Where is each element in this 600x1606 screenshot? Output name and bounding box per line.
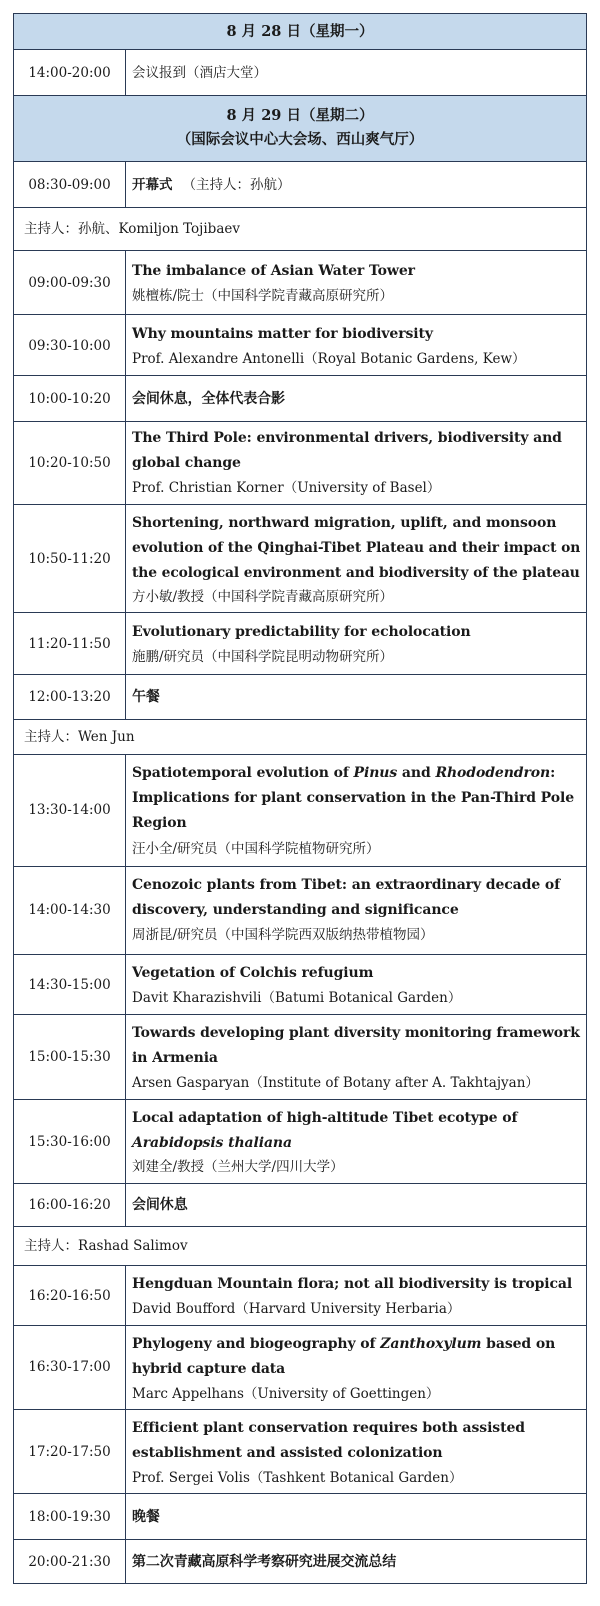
schedule-row: [13, 1409, 587, 1493]
day-header: [13, 95, 587, 161]
talk-title: in Armenia: [132, 1050, 218, 1066]
talk-title: Vegetation of Colchis refugium: [132, 965, 374, 981]
chair-row: [13, 207, 587, 250]
session-time: 16:00-16:20: [28, 1197, 111, 1213]
schedule-row: [13, 161, 587, 207]
session-time: 10:20-10:50: [28, 455, 111, 471]
talk-title: The Third Pole: environmental drivers, biodiversity and: [132, 430, 562, 446]
session-time: 14:00-20:00: [28, 65, 111, 81]
talk-title: Cenozoic plants from Tibet: an extraordinary decade of: [132, 877, 561, 893]
talk-title: Hengduan Mountain flora; not all biodiversity is tropical: [132, 1276, 573, 1292]
talk-title: hybrid capture data: [132, 1361, 286, 1377]
chair-text: 主持人：Wen Jun: [24, 729, 135, 745]
talk-title: Arabidopsis thaliana: [132, 1135, 292, 1151]
schedule-row: [13, 1493, 587, 1539]
talk-title: Region: [132, 815, 187, 831]
session-time: 15:30-16:00: [28, 1134, 111, 1150]
schedule-row: [13, 314, 587, 375]
opening-title: 开幕式: [132, 177, 173, 193]
meal-text: 晚餐: [132, 1509, 160, 1525]
day-header-venue: （国际会议中心大会场、西山爽气厅）: [176, 131, 424, 148]
schedule-row: [13, 866, 587, 954]
schedule-row: [13, 954, 587, 1014]
session-time: 13:30-14:00: [28, 802, 111, 818]
session-time: 09:00-09:30: [28, 275, 111, 291]
schedule-row: [13, 49, 587, 95]
schedule-row: [13, 674, 587, 719]
talk-speaker: Arsen Gasparyan（Institute of Botany after A. Takhtajyan）: [132, 1075, 539, 1091]
session-time: 14:30-15:00: [28, 977, 111, 993]
talk-speaker: David Boufford（Harvard University Herbaria）: [132, 1301, 461, 1317]
session-time: 09:30-10:00: [28, 338, 111, 354]
session-time: 16:30-17:00: [28, 1359, 111, 1375]
closing-text: 第二次青藏高原科学考察研究进展交流总结: [132, 1554, 397, 1570]
session-time: 17:20-17:50: [28, 1444, 111, 1460]
schedule-row: [13, 1099, 587, 1183]
session-time: 15:00-15:30: [28, 1049, 111, 1065]
talk-speaker: Marc Appelhans（University of Goettingen）: [132, 1386, 440, 1402]
opening-host: （主持人：孙航）: [182, 177, 291, 193]
talk-title: Shortening, northward migration, uplift, and monsoon: [132, 515, 557, 531]
day-header-title: 8 月 29 日（星期二）: [226, 107, 374, 124]
talk-title: The imbalance of Asian Water Tower: [132, 263, 415, 279]
talk-speaker: Prof. Alexandre Antonelli（Royal Botanic Gardens, Kew）: [132, 351, 526, 367]
session-time: 16:20-16:50: [28, 1288, 111, 1304]
talk-speaker: Prof. Sergei Volis（Tashkent Botanical Garden）: [132, 1470, 463, 1486]
talk-title: Local adaptation of high-altitude Tibet ecotype of: [132, 1110, 518, 1126]
schedule-row: [13, 1014, 587, 1099]
talk-speaker: 方小敏/教授（中国科学院青藏高原研究所）: [132, 589, 394, 605]
session-time: 12:00-13:20: [28, 689, 111, 705]
talk-speaker: 汪小全/研究员（中国科学院植物研究所）: [132, 841, 380, 857]
talk-speaker: 姚檀栋/院士（中国科学院青藏高原研究所）: [132, 288, 394, 304]
schedule-row: [13, 1325, 587, 1409]
talk-title: Evolutionary predictability for echolocation: [132, 624, 471, 640]
talk-title: Implications for plant conservation in the Pan-Third Pole: [132, 790, 574, 806]
schedule-row: [13, 421, 587, 504]
session-time: 10:00-10:20: [28, 391, 111, 407]
talk-speaker: Prof. Christian Korner（University of Basel）: [132, 480, 441, 496]
schedule-row: [13, 1539, 587, 1584]
break-text: 会间休息，全体代表合影: [132, 391, 285, 407]
chair-text: 主持人：Rashad Salimov: [24, 1238, 188, 1254]
talk-title: establishment and assisted colonization: [132, 1445, 443, 1461]
schedule-row: [13, 612, 587, 674]
meal-text: 午餐: [132, 689, 160, 705]
talk-title: discovery, understanding and significance: [132, 902, 459, 918]
talk-speaker: 刘建全/教授（兰州大学/四川大学）: [132, 1159, 344, 1175]
session-time: 14:00-14:30: [28, 902, 111, 918]
talk-title: Why mountains matter for biodiversity: [132, 326, 433, 342]
schedule-row: [13, 1183, 587, 1226]
session-time: 18:00-19:30: [28, 1509, 111, 1525]
schedule-row: [13, 1265, 587, 1325]
schedule-row: [13, 250, 587, 314]
session-time: 10:50-11:20: [28, 551, 111, 567]
talk-title: Phylogeny and biogeography of Zanthoxylum based on: [132, 1336, 556, 1352]
chair-row: [13, 1226, 587, 1265]
talk-title: Spatiotemporal evolution of Pinus and Rhododendron:: [132, 765, 556, 781]
schedule-row: [13, 375, 587, 421]
break-text: 会间休息: [132, 1197, 188, 1213]
session-time: 11:20-11:50: [28, 636, 111, 652]
chair-row: [13, 719, 587, 754]
talk-title: Efficient plant conservation requires both assisted: [132, 1420, 525, 1436]
session-time: 08:30-09:00: [28, 177, 111, 193]
session-text: 会议报到（酒店大堂）: [132, 65, 267, 81]
day-header: [13, 13, 587, 49]
talk-speaker: 施鹏/研究员（中国科学院昆明动物研究所）: [132, 649, 394, 665]
talk-title: global change: [132, 455, 241, 471]
schedule-row: [13, 504, 587, 612]
schedule-row: [13, 754, 587, 866]
talk-title: Towards developing plant diversity monitoring framework: [132, 1025, 580, 1041]
talk-speaker: Davit Kharazishvili（Batumi Botanical Garden）: [132, 990, 462, 1006]
day-header-title: 8 月 28 日（星期一）: [226, 23, 374, 40]
chair-text: 主持人：孙航、Komiljon Tojibaev: [24, 221, 240, 237]
talk-speaker: 周浙昆/研究员（中国科学院西双版纳热带植物园）: [132, 927, 434, 943]
talk-title: evolution of the Qinghai-Tibet Plateau and their impact on: [132, 540, 581, 556]
session-time: 20:00-21:30: [28, 1554, 111, 1570]
talk-title: the ecological environment and biodiversity of the plateau: [132, 565, 580, 581]
